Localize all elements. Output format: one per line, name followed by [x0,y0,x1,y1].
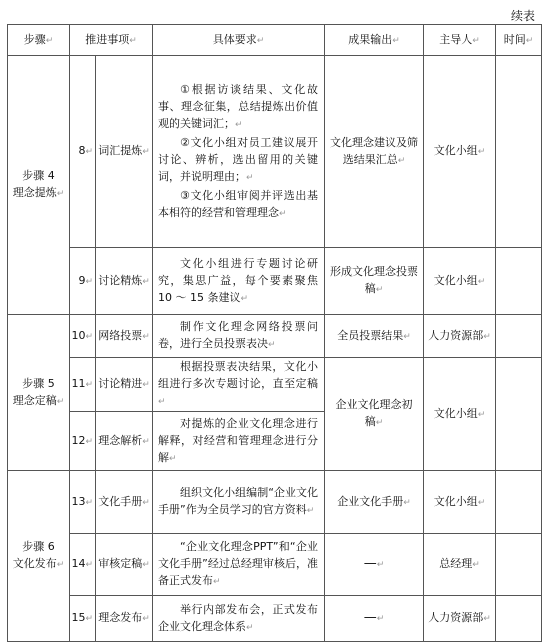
item-cell: 文化手册↵ [96,471,153,534]
time-cell [496,315,542,358]
paragraph-mark-icon: ↵ [376,560,385,570]
paragraph-mark-icon: ↵ [85,560,93,570]
paragraph-mark-icon: ↵ [85,380,93,390]
item-cell: 讨论精进↵ [96,358,153,412]
paragraph-mark-icon: ↵ [85,614,93,624]
paragraph-mark-icon: ↵ [477,147,486,157]
requirement-cell: 根据投票表决结果，文化小组进行多次专题讨论，直至定稿↵ [153,358,325,412]
paragraph-mark-icon: ↵ [85,331,93,342]
time-cell [496,596,542,642]
lead-cell: 文化小组↵ [424,56,496,248]
output-cell: —↵ [325,534,424,596]
paragraph-mark-icon: ↵ [306,506,315,516]
header-lead: 主导人↵ [424,25,496,56]
lead-cell: 总经理↵ [424,534,496,596]
paragraph-mark-icon: ↵ [142,380,150,390]
output-cell: 企业文化手册↵ [325,471,424,534]
paragraph-mark-icon: ↵ [213,577,221,587]
time-cell [496,471,542,534]
table-row [8,358,542,412]
lead-cell: 人力资源部↵ [424,596,496,642]
time-cell [496,358,542,471]
row-number: 15↵ [70,596,96,642]
time-cell [496,56,542,248]
output-cell: 文化理念建议及筛选结果汇总↵ [325,56,424,248]
item-cell: 理念解析↵ [96,412,153,471]
requirement-cell: 组织文化小组编制“企业文化手册”作为全员学习的官方资料↵ [153,471,325,534]
requirement-cell: 制作文化理念网络投票问卷，进行全员投票表决↵ [153,315,325,358]
output-cell: 全员投票结果↵ [325,315,424,358]
time-cell [496,534,542,596]
header-step: 步骤↵ [8,25,70,56]
item-cell: 词汇提炼↵ [96,56,153,248]
paragraph-mark-icon: ↵ [246,172,254,183]
table-row [8,248,542,315]
item-cell: 理念发布↵ [96,596,153,642]
row-number: 13↵ [70,471,96,534]
paragraph-mark-icon: ↵ [142,614,150,624]
paragraph-mark-icon: ↵ [85,276,93,287]
paragraph-mark-icon: ↵ [403,497,411,508]
step-6-cell: 步骤 6 文化发布↵ [8,471,70,642]
requirement-cell: ①根据访谈结果、文化故事、理念征集，总结提炼出价值观的关键词汇；↵ ②文化小组对员工建议展开讨论、辨析，选出留用的关键词，并说明理由；↵ ③文化小组审阅并评选出基本相符的经营和管理理念↵ [153,56,325,248]
header-requirement: 具体要求↵ [153,25,325,56]
paragraph-mark-icon: ↵ [56,189,65,199]
plan-table [7,24,542,642]
row-number: 12↵ [70,412,96,471]
header-time: 时间↵ [496,25,542,56]
paragraph-mark-icon: ↵ [279,208,287,219]
paragraph-mark-icon: ↵ [142,147,150,157]
paragraph-mark-icon: ↵ [142,331,150,342]
paragraph-mark-icon: ↵ [477,497,486,508]
paragraph-mark-icon: ↵ [483,614,491,624]
paragraph-mark-icon: ↵ [158,397,166,407]
row-number: 14↵ [70,534,96,596]
paragraph-mark-icon: ↵ [235,119,243,130]
output-cell: 企业文化理念初稿↵ [325,358,424,471]
paragraph-mark-icon: ↵ [472,35,480,46]
lead-cell: 人力资源部↵ [424,315,496,358]
paragraph-mark-icon: ↵ [472,560,480,570]
requirement-cell: 对提炼的企业文化理念进行解释，对经营和管理理念进行分解↵ [153,412,325,471]
paragraph-mark-icon: ↵ [375,285,384,295]
header-output: 成果输出↵ [325,25,424,56]
paragraph-mark-icon: ↵ [56,560,65,570]
paragraph-mark-icon: ↵ [392,35,400,46]
paragraph-mark-icon: ↵ [525,35,534,46]
lead-cell: 文化小组↵ [424,248,496,315]
row-number: 9↵ [70,248,96,315]
paragraph-mark-icon: ↵ [403,331,411,342]
continued-label: 续表 [510,9,535,23]
paragraph-mark-icon: ↵ [483,331,491,342]
paragraph-mark-icon: ↵ [142,276,150,287]
row-number: 10↵ [70,315,96,358]
paragraph-mark-icon: ↵ [477,409,486,420]
time-cell [496,248,542,315]
header-item: 推进事项↵ [70,25,153,56]
requirement-cell: 举行内部发布会，正式发布企业文化理念体系↵ [153,596,325,642]
requirement-cell: “企业文化理念PPT”和“企业文化手册”经过总经理审核后，准备正式发布↵ [153,534,325,596]
item-cell: 讨论精炼↵ [96,248,153,315]
paragraph-mark-icon: ↵ [256,35,265,46]
table-row [8,596,542,642]
item-cell: 网络投票↵ [96,315,153,358]
lead-cell: 文化小组↵ [424,471,496,534]
paragraph-mark-icon: ↵ [240,293,249,304]
row-number: 8↵ [70,56,96,248]
table-row [8,315,542,358]
paragraph-mark-icon: ↵ [142,436,150,447]
step-5-cell: 步骤 5 理念定稿↵ [8,315,70,471]
row-number: 11↵ [70,358,96,412]
paragraph-mark-icon: ↵ [142,497,150,508]
paragraph-mark-icon: ↵ [85,497,93,508]
step-4-cell: 步骤 4 理念提炼↵ [8,56,70,315]
paragraph-mark-icon: ↵ [142,560,150,570]
paragraph-mark-icon: ↵ [375,418,384,428]
table-row [8,534,542,596]
header-row [8,25,542,56]
paragraph-mark-icon: ↵ [85,436,93,447]
paragraph-mark-icon: ↵ [56,396,65,407]
paragraph-mark-icon: ↵ [246,622,254,633]
paragraph-mark-icon: ↵ [376,614,385,624]
paragraph-mark-icon: ↵ [45,35,54,46]
paragraph-mark-icon: ↵ [268,340,276,350]
paragraph-mark-icon: ↵ [477,276,486,287]
lead-cell: 文化小组↵ [424,358,496,471]
table-row [8,56,542,248]
output-cell: —↵ [325,596,424,642]
paragraph-mark-icon: ↵ [85,147,93,157]
paragraph-mark-icon: ↵ [169,453,177,464]
item-cell: 审核定稿↵ [96,534,153,596]
requirement-cell: 文化小组进行专题讨论研究，集思广益，每个要素聚焦 10 ～ 15 条建议↵ [153,248,325,315]
paragraph-mark-icon: ↵ [397,155,406,166]
table-row [8,471,542,534]
output-cell: 形成文化理念投票稿↵ [325,248,424,315]
paragraph-mark-icon: ↵ [129,35,137,46]
